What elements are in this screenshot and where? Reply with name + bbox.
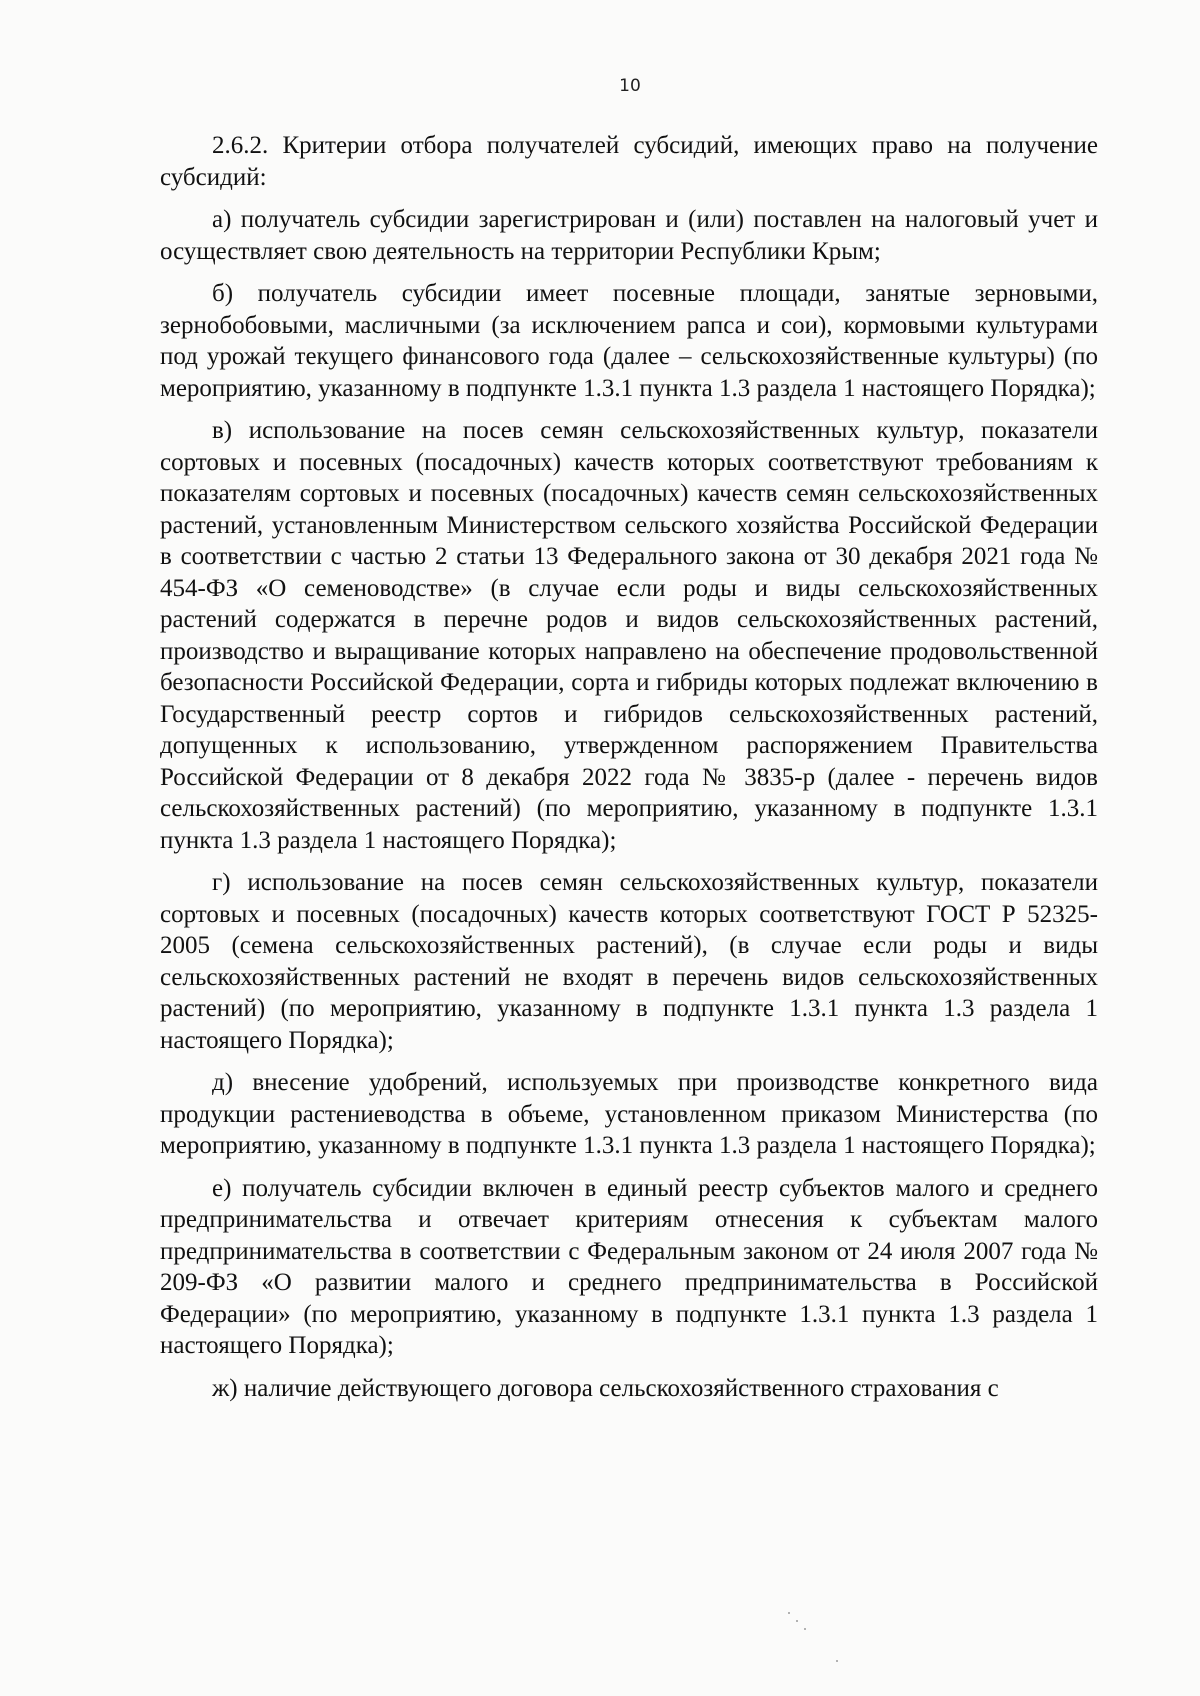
criterion-v: в) использование на посев семян сельскохозяйственных культур, показатели сортовых и посевных (посадочных) качеств которых соответствуют требованиям к показателям сортовых и посевных (посадочных) качеств семян сельскохозяйственных растений, установленным Министерством сельского хозяйства Российской Федерации в соответствии с частью 2 статьи 13 Федерального закона от 30 декабря 2021 года № 454-ФЗ «О семеноводстве» (в случае если роды и виды сельскохозяйственных растений содержатся в перечне родов и видов сельскохозяйственных растений, производство и выращивание которых направлено на обеспечение продовольственной безопасности Российской Федерации, сорта и гибриды которых подлежат включению в Государственный реестр сортов и гибридов сельскохозяйственных растений, допущенных к использованию, утвержденном распоряжением Правительства Российской Федерации от 8 декабря 2022 года № 3835-р (далее - перечень видов сельскохозяйственных растений) (по мероприятию, указанному в подпункте 1.3.1 пункта 1.3 раздела 1 настоящего Порядка);: [160, 417, 1098, 854]
page-number: 10: [619, 76, 641, 96]
criterion-b: б) получатель субсидии имеет посевные площади, занятые зерновыми, зернобобовыми, масличными (за исключением рапса и сои), кормовыми культурами под урожай текущего финансового года (далее – сельскохозяйственные культуры) (по мероприятию, указанному в подпункте 1.3.1 пункта 1.3 раздела 1 настоящего Порядка);: [160, 280, 1098, 402]
criterion-g: г) использование на посев семян сельскохозяйственных культур, показатели сортовых и посевных (посадочных) качеств которых соответствуют ГОСТ Р 52325-2005 (семена сельскохозяйственных растений), (в случае если роды и виды сельскохозяйственных растений не входят в перечень видов сельскохозяйственных растений) (по мероприятию, указанному в подпункте 1.3.1 пункта 1.3 раздела 1 настоящего Порядка);: [160, 869, 1098, 1054]
scan-artifact: [788, 1612, 790, 1614]
scan-artifact: [836, 1660, 838, 1662]
criterion-a: а) получатель субсидии зарегистрирован и (или) поставлен на налоговый учет и осуществляет свою деятельность на территории Республики Крым;: [160, 206, 1098, 265]
paragraph-2-6-2-heading: 2.6.2. Критерии отбора получателей субсидий, имеющих право на получение субсидий:: [160, 132, 1098, 191]
scan-artifact: [796, 1620, 798, 1622]
criterion-zh: ж) наличие действующего договора сельскохозяйственного страхования с: [212, 1374, 999, 1402]
document-body: [160, 130, 1098, 1415]
criterion-d: д) внесение удобрений, используемых при производстве конкретного вида продукции растениеводства в объеме, установленном приказом Министерства (по мероприятию, указанному в подпункте 1.3.1 пункта 1.3 раздела 1 настоящего Порядка);: [160, 1069, 1098, 1159]
scan-artifact: [804, 1628, 806, 1630]
criterion-e: е) получатель субсидии включен в единый реестр субъектов малого и среднего предпринимательства и отвечает критериям отнесения к субъектам малого предпринимательства в соответствии с Федеральным законом от 24 июля 2007 года № 209-ФЗ «О развитии малого и среднего предпринимательства в Российской Федерации» (по мероприятию, указанному в подпункте 1.3.1 пункта 1.3 раздела 1 настоящего Порядка);: [160, 1174, 1098, 1359]
